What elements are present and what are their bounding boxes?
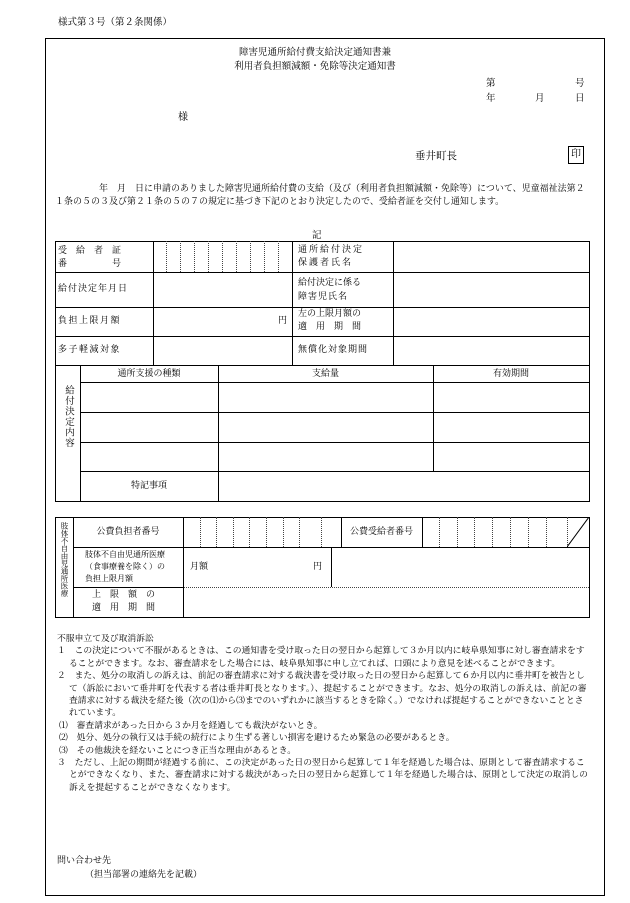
date-year: 年	[486, 93, 496, 104]
date-day: 日	[575, 93, 585, 104]
public-payer-label: 公費負担者番号	[96, 527, 160, 537]
col-amount: 支給量	[311, 368, 339, 379]
applied-period-label-2: 適 用 期 間	[92, 603, 156, 613]
child-name-label-2: 障害児氏名	[298, 292, 349, 302]
upper-limit-label: 負担上限月額	[58, 316, 122, 326]
intro-text: 年 月 日に申請のありました障害児通所給付費の支給（及び（利用者負担額減額・免除等）について、児童福祉法第２１条の５の３及び第２１条の５の７の規定に基づき下記のとおり決定したので、受給者証を交付し通知します。	[55, 184, 585, 207]
free-period-label: 無償化対象期間	[298, 345, 369, 355]
child-name-label-1: 給付決定に係る	[298, 278, 362, 288]
contact-heading: 問い合わせ先	[57, 856, 112, 866]
medical-side-label: 肢体不自由児通所医療	[60, 522, 69, 597]
title-line-1: 障害児通所給付費支給決定通知書兼	[238, 47, 391, 58]
form-id: 様式第３号（第２条関係）	[58, 17, 173, 28]
recipient-number-label-2: 番 号	[58, 259, 122, 269]
public-payer-digits[interactable]	[183, 517, 341, 547]
date-month: 月	[535, 93, 545, 104]
doc-number-dai: 第	[486, 78, 496, 89]
notice-paragraph-1: １ この決定について不服があるときは、この通知書を受け取った日の翌日から起算して３か月以内に岐阜県知事に対し審査請求をすることができます。なお、審査請求をした場合には、岐阜県知事に申し立てれば、口頭により意見を述べることができます。	[57, 646, 585, 669]
applied-period-label-1: 上 限 額 の	[92, 590, 156, 600]
issuer-name: 垂井町長	[415, 150, 457, 162]
col-valid-period: 有効期間	[492, 368, 529, 379]
official-seal: 印	[568, 146, 584, 164]
medical-monthly-label: 月額	[190, 562, 209, 572]
notice-sub-item-3: ⑶ その他裁決を経ないことにつき正当な理由があるとき。	[59, 745, 296, 756]
recipient-number-label-1: 受 給 者 証	[58, 246, 122, 256]
public-recipient-label: 公費受給者番号	[349, 527, 413, 537]
notice-paragraph-3: ３ ただし、上記の期間が経過する前に、この決定があった日の翌日から起算して１年を経過した場合は、原則として審査請求することができなくなり、また、審査請求に対する裁決があった日の翌日から起算して１年を経過した場合は、原則として決定の取消しの訴えを提起することができなくなります。	[57, 758, 588, 793]
appeal-notice	[57, 633, 592, 794]
limit-period-label-2: 適 用 期 間	[298, 322, 362, 332]
contact-detail: （担当部署の連絡先を記載）	[85, 870, 203, 880]
notice-sub-item-1: ⑴ 審査請求があった日から３か月を経過しても裁決がないとき。	[59, 720, 323, 731]
upper-limit-yen: 円	[278, 316, 288, 326]
recipient-number-digits[interactable]	[153, 241, 292, 272]
guardian-label-1: 通所給付決定	[298, 245, 365, 255]
medical-limit-label-3: 負担上限月額	[85, 574, 133, 583]
guardian-label-2: 保護者氏名	[298, 258, 354, 268]
benefit-content-side-label: 給付決定内容	[63, 385, 74, 448]
doc-number-go: 号	[575, 78, 585, 89]
addressee-suffix: 様	[178, 112, 188, 123]
medical-yen: 円	[313, 562, 323, 572]
ki-label: 記	[312, 230, 322, 241]
col-service-type: 通所支援の種類	[117, 368, 181, 379]
notice-heading: 不服申立て及び取消訴訟	[57, 634, 154, 644]
public-recipient-digits[interactable]	[422, 517, 589, 547]
medical-limit-label-1: 肢体不自由児通所医療	[85, 550, 165, 559]
remarks-label: 特記事項	[130, 481, 167, 491]
medical-limit-label-2: （食事療養を除く）の	[85, 562, 165, 571]
limit-period-label-1: 左の上限月額の	[298, 309, 362, 319]
decision-date-label: 給付決定年月日	[58, 284, 129, 294]
title-line-2: 利用者負担額減額・免除等決定通知書	[234, 61, 396, 72]
notice-paragraph-2: ２ また、処分の取消しの訴えは、前記の審査請求に対する裁決書を受け取った日の翌日から起算して６か月以内に垂井町を被告として（訴訟において垂井町を代表する者は垂井町長となります。）、提起することができます。なお、処分の取消しの訴えは、前記の審査請求に対する裁決を経た後（次の⑴から⑶までのいずれかに該当するときを除く。）でなければ提起することができないこととされています。	[57, 671, 587, 719]
multi-child-label: 多子軽減対象	[58, 345, 122, 355]
notice-sub-item-2: ⑵ 処分、処分の執行又は手続の続行により生ずる著しい損害を避けるため緊急の必要があるとき。	[59, 733, 455, 744]
